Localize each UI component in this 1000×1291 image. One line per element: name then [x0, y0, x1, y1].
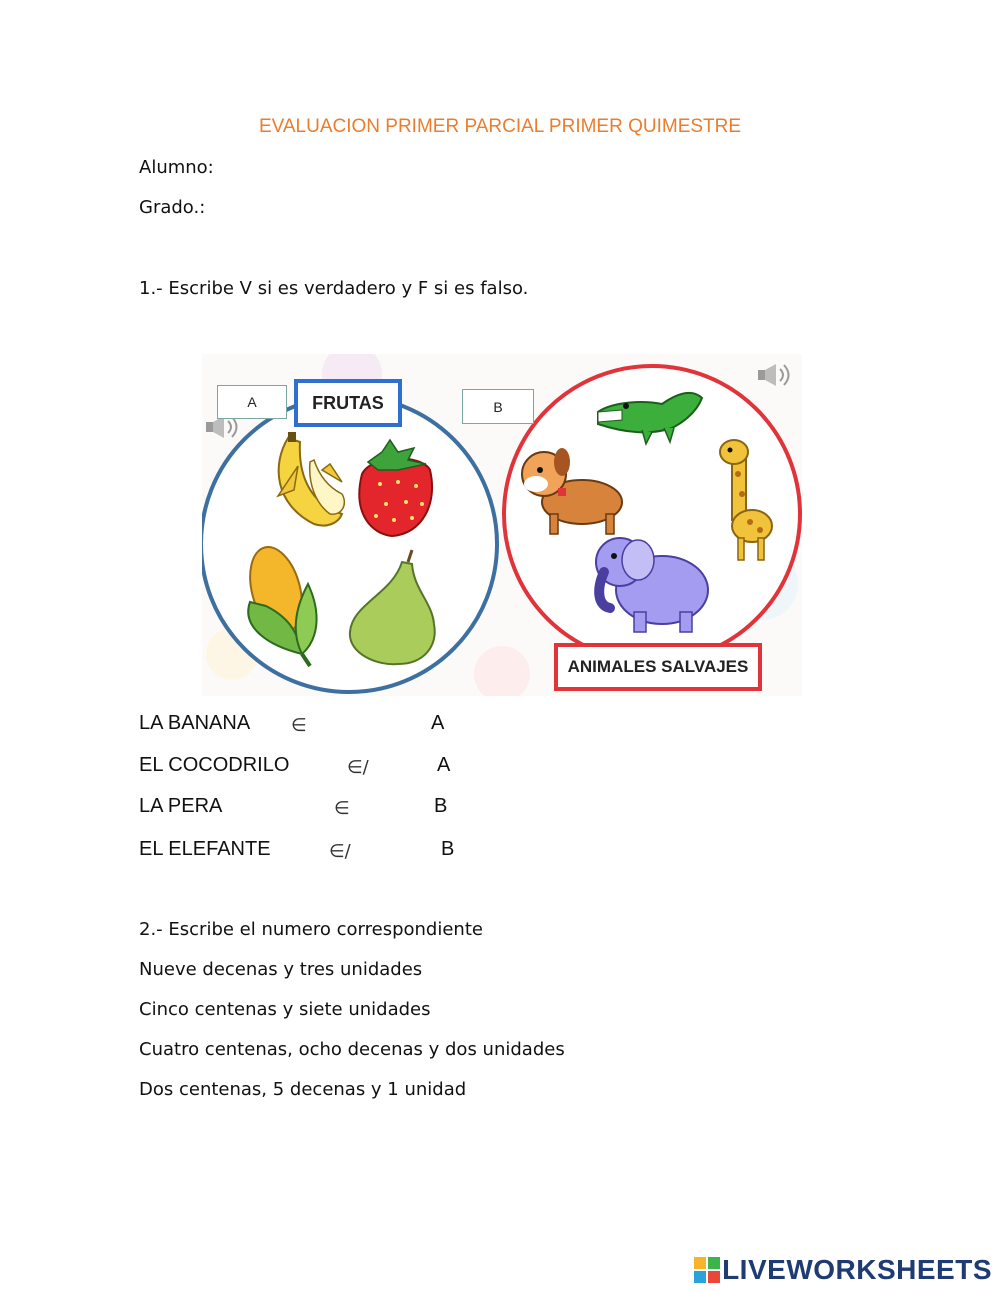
- student-name-label: Alumno:: [139, 157, 214, 178]
- q2-item-2: Cinco centenas y siete unidades: [139, 999, 431, 1020]
- statement-item-1: LA BANANA: [139, 712, 251, 734]
- statement-set-4: B: [441, 838, 455, 860]
- statement-symbol-3: ∈: [334, 798, 350, 819]
- statement-symbol-1: ∈: [291, 715, 307, 736]
- statement-item-2: EL COCODRILO: [139, 754, 290, 776]
- logo-grid-icon: [694, 1257, 720, 1283]
- q2-item-4: Dos centenas, 5 decenas y 1 unidad: [139, 1079, 467, 1100]
- set-b-label: ANIMALES SALVAJES: [567, 657, 749, 676]
- liveworksheets-logo: [694, 1254, 992, 1286]
- statement-item-4: EL ELEFANTE: [139, 838, 271, 860]
- set-a-label: FRUTAS: [312, 392, 384, 413]
- set-a-circle: [202, 396, 497, 692]
- statement-set-2: A: [437, 754, 451, 776]
- q2-instruction: 2.- Escribe el numero correspondiente: [139, 919, 483, 940]
- q2-item-1: Nueve decenas y tres unidades: [139, 959, 423, 980]
- page-title: EVALUACION PRIMER PARCIAL PRIMER QUIMESTRE: [258, 116, 742, 137]
- statement-set-3: B: [434, 795, 448, 817]
- logo-text: LIVEWORKSHEETS: [722, 1254, 992, 1285]
- statement-set-1: A: [431, 712, 445, 734]
- student-grade-label: Grado.:: [139, 197, 206, 218]
- statement-symbol-4: ∈/: [329, 841, 351, 862]
- q2-item-3: Cuatro centenas, ocho decenas y dos unidades: [139, 1039, 565, 1060]
- answer-box-b[interactable]: B: [462, 389, 534, 424]
- q1-instruction: 1.- Escribe V si es verdadero y F si es falso.: [139, 278, 529, 299]
- answer-box-a[interactable]: A: [217, 385, 287, 419]
- statement-item-3: LA PERA: [139, 795, 223, 817]
- statement-symbol-2: ∈/: [347, 757, 369, 778]
